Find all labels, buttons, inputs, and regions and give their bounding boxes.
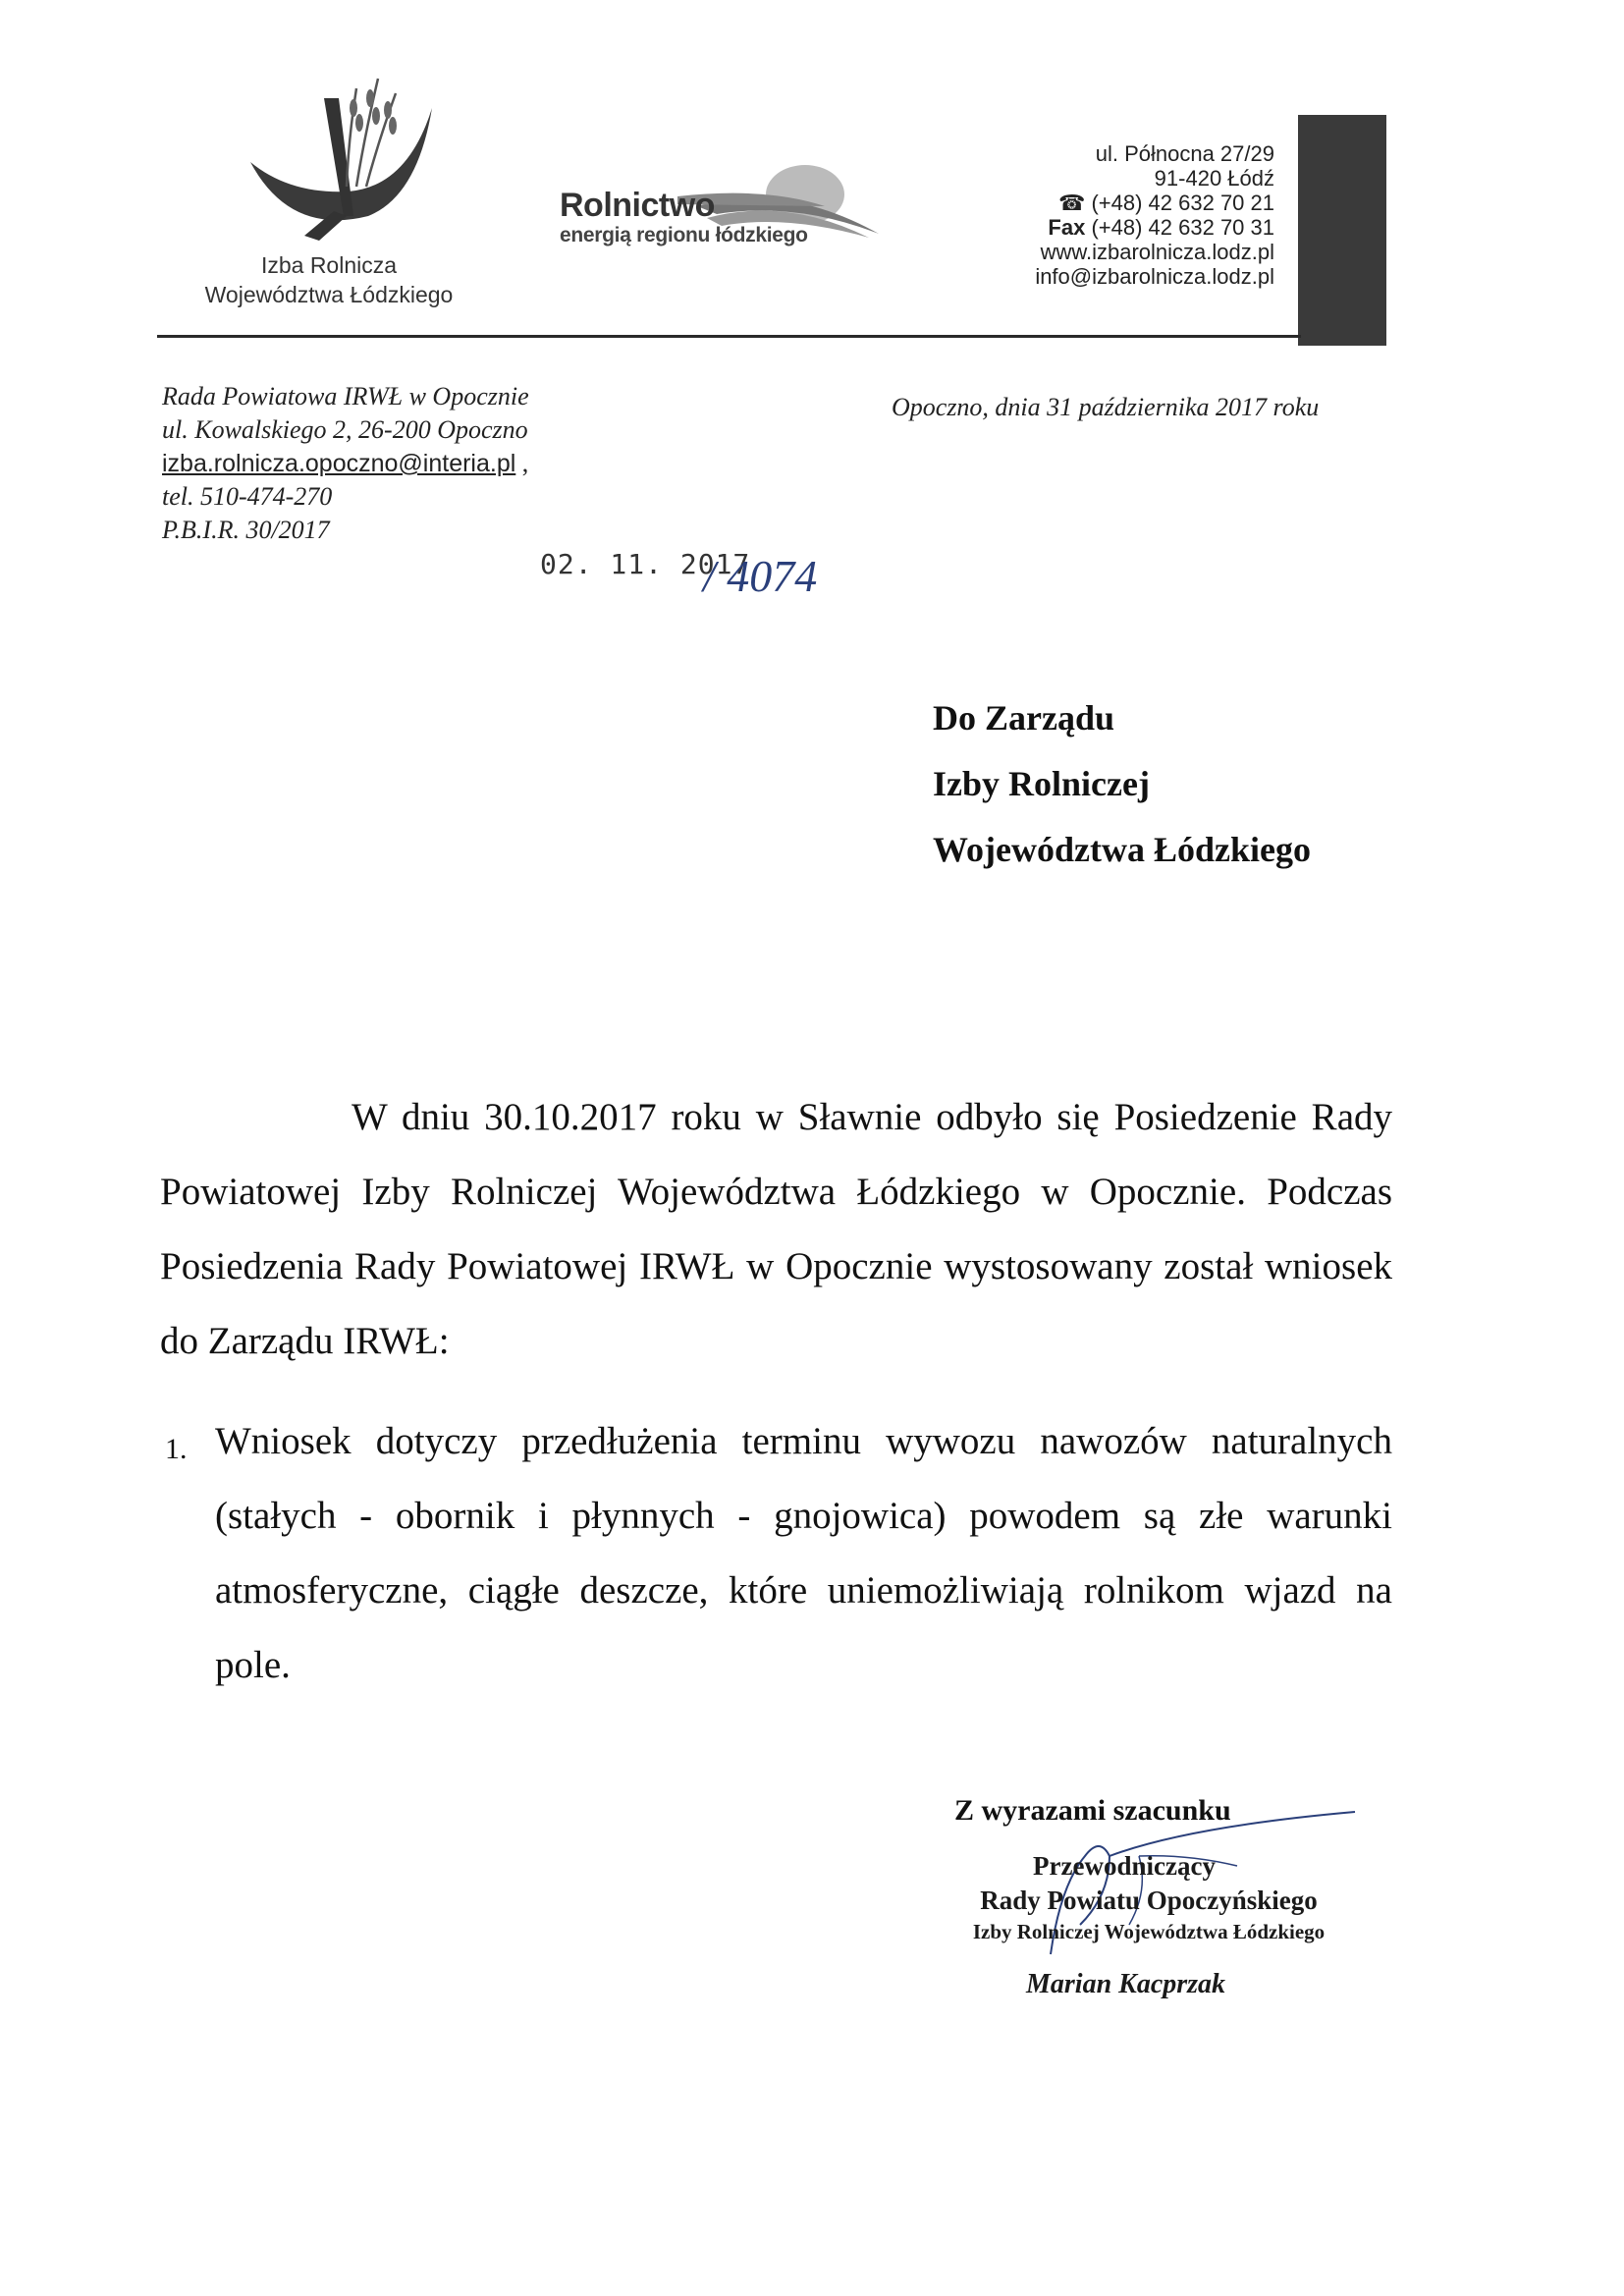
letter-date: Opoczno, dnia 31 października 2017 roku [892, 393, 1320, 421]
org-name-line1: Izba Rolnicza [260, 252, 398, 278]
contact-fax: (+48) 42 632 70 31 [1091, 215, 1274, 240]
list-item-text: Wniosek dotyczy przedłużenia terminu wywozu nawozów naturalnych (stałych - obornik i płynnych - gnojowica) powodem są złe warunki atmosferyczne, ciągłe deszcze, które uniemożliwiają rolnikom wjazd na pole. [215, 1420, 1392, 1686]
contact-email[interactable]: info@izbarolnicza.lodz.pl [1035, 264, 1274, 289]
signature-body-line2: Izby Rolniczej Województwa Łódzkiego [972, 1920, 1326, 1943]
sender-block [162, 380, 529, 547]
sender-email-suffix: , [515, 449, 529, 477]
contact-city: 91-420 Łódź [1154, 166, 1274, 191]
phone-icon: ☎ [1057, 191, 1092, 215]
closing-phrase: Z wyrazami szacunku [954, 1794, 1231, 1827]
sender-name: Rada Powiatowa IRWŁ w Opocznie [162, 382, 529, 410]
signature-body-line1: Rady Powiatu Opoczyńskiego [980, 1886, 1318, 1915]
izba-rolnicza-logo [231, 69, 442, 246]
recipient-block [933, 685, 1311, 883]
list-item-number: 1. [165, 1433, 188, 1465]
recipient-line1: Do Zarządu [933, 698, 1115, 738]
signatory-name: Marian Kacprzak [1026, 1969, 1226, 1999]
letterhead-divider [157, 335, 1301, 338]
recipient-line2: Izby Rolniczej [933, 764, 1150, 803]
signature-title: Przewodniczący [1033, 1851, 1216, 1881]
body-paragraph: W dniu 30.10.2017 roku w Sławnie odbyło się Posiedzenie Rady Powiatowej Izby Rolniczej Województwa Łódzkiego w Opocznie. Podczas Posiedzenia Rady Powiatowej IRWŁ w Opocznie wystosowany został wniosek do Zarządu IRWŁ: [160, 1096, 1392, 1362]
fax-label: Fax [1048, 215, 1086, 240]
tagline-title: Rolnictwo [560, 187, 715, 224]
contact-block [1035, 141, 1274, 289]
recipient-line3: Województwa Łódzkiego [933, 830, 1311, 869]
contact-street: ul. Północna 27/29 [1095, 141, 1274, 166]
letterhead-side-bar [1298, 115, 1386, 346]
sender-address: ul. Kowalskiego 2, 26-200 Opoczno [162, 415, 528, 444]
org-name-line2: Województwa Łódzkiego [204, 282, 454, 307]
received-stamp-date: 02. 11. 2017 [540, 548, 751, 580]
org-name [137, 250, 520, 309]
list-item [165, 1404, 1392, 1703]
sender-email[interactable]: izba.rolnicza.opoczno@interia.pl [162, 450, 516, 477]
sender-phone: tel. 510-474-270 [162, 482, 333, 511]
received-stamp-number: / 4074 [703, 551, 818, 601]
contact-website[interactable]: www.izbarolnicza.lodz.pl [1040, 240, 1274, 264]
contact-fax-row [1035, 215, 1274, 240]
contact-phone-row [1035, 191, 1274, 215]
contact-phone: (+48) 42 632 70 21 [1091, 191, 1274, 215]
sender-reference: P.B.I.R. 30/2017 [162, 516, 330, 544]
sender-email-row [162, 447, 529, 480]
tagline-subtitle: energią regionu łódzkiego [560, 224, 808, 246]
